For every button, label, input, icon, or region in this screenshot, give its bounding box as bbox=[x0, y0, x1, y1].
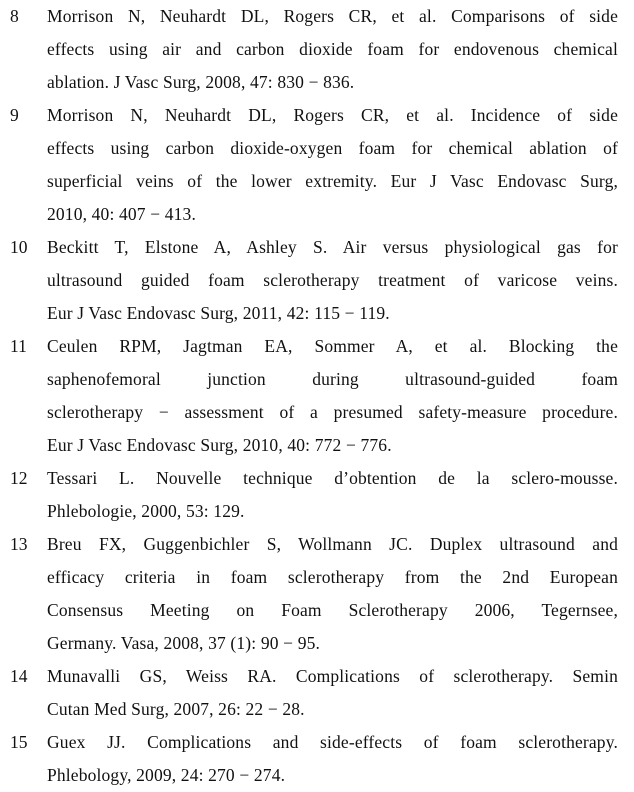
reference-line: Morrison N, Neuhardt DL, Rogers CR, et al. Incidence of side bbox=[47, 105, 618, 125]
reference-line: ablation. J Vasc Surg, 2008, 47: 830 − 836. bbox=[47, 72, 355, 92]
reference-number: 8 bbox=[10, 6, 19, 26]
reference-line: effects using carbon dioxide-oxygen foam for chemical ablation of bbox=[47, 138, 618, 158]
reference-number: 11 bbox=[10, 336, 27, 356]
reference-line: 2010, 40: 407 − 413. bbox=[47, 204, 196, 224]
reference-line: effects using air and carbon dioxide foam for endovenous chemical bbox=[47, 39, 618, 59]
reference-line: ultrasound guided foam sclerotherapy treatment of varicose veins. bbox=[47, 270, 618, 290]
reference-line: Tessari L. Nouvelle technique d’obtention de la sclero-mousse. bbox=[47, 468, 618, 488]
reference-line: Morrison N, Neuhardt DL, Rogers CR, et al. Comparisons of side bbox=[47, 6, 618, 26]
reference-line: Germany. Vasa, 2008, 37 (1): 90 − 95. bbox=[47, 633, 321, 653]
reference-text bbox=[47, 462, 618, 528]
reference-line: Phlebologie, 2000, 53: 129. bbox=[47, 501, 245, 521]
reference-item bbox=[0, 0, 634, 99]
reference-text bbox=[47, 726, 618, 792]
reference-item bbox=[0, 528, 634, 660]
reference-item bbox=[0, 660, 634, 726]
reference-text bbox=[47, 0, 618, 99]
reference-number: 13 bbox=[10, 534, 28, 554]
reference-line: superficial veins of the lower extremity. Eur J Vasc Endovasc Surg, bbox=[47, 171, 618, 191]
reference-text bbox=[47, 330, 618, 462]
reference-line: Phlebology, 2009, 24: 270 − 274. bbox=[47, 765, 286, 785]
reference-text bbox=[47, 99, 618, 231]
reference-line: efficacy criteria in foam sclerotherapy from the 2nd European bbox=[47, 567, 618, 587]
reference-text bbox=[47, 660, 618, 726]
reference-line: Eur J Vasc Endovasc Surg, 2010, 40: 772 − 776. bbox=[47, 435, 392, 455]
reference-line: saphenofemoral junction during ultrasound-guided foam bbox=[47, 369, 618, 389]
reference-number: 10 bbox=[10, 237, 28, 257]
reference-number: 15 bbox=[10, 732, 28, 752]
reference-item bbox=[0, 726, 634, 792]
reference-number: 14 bbox=[10, 666, 28, 686]
reference-line: Guex JJ. Complications and side-effects of foam sclerotherapy. bbox=[47, 732, 618, 752]
reference-text bbox=[47, 528, 618, 660]
reference-item bbox=[0, 231, 634, 330]
reference-line: Cutan Med Surg, 2007, 26: 22 − 28. bbox=[47, 699, 305, 719]
reference-item bbox=[0, 330, 634, 462]
reference-line: Munavalli GS, Weiss RA. Complications of sclerotherapy. Semin bbox=[47, 666, 618, 686]
reference-line: Eur J Vasc Endovasc Surg, 2011, 42: 115 − 119. bbox=[47, 303, 390, 323]
reference-line: Ceulen RPM, Jagtman EA, Sommer A, et al. Blocking the bbox=[47, 336, 618, 356]
reference-line: Breu FX, Guggenbichler S, Wollmann JC. Duplex ultrasound and bbox=[47, 534, 618, 554]
reference-item bbox=[0, 99, 634, 231]
reference-item bbox=[0, 462, 634, 528]
reference-line: Consensus Meeting on Foam Sclerotherapy 2006, Tegernsee, bbox=[47, 600, 618, 620]
reference-text bbox=[47, 231, 618, 330]
reference-line: sclerotherapy − assessment of a presumed safety-measure procedure. bbox=[47, 402, 618, 422]
reference-line: Beckitt T, Elstone A, Ashley S. Air versus physiological gas for bbox=[47, 237, 618, 257]
reference-number: 9 bbox=[10, 105, 19, 125]
reference-number: 12 bbox=[10, 468, 28, 488]
